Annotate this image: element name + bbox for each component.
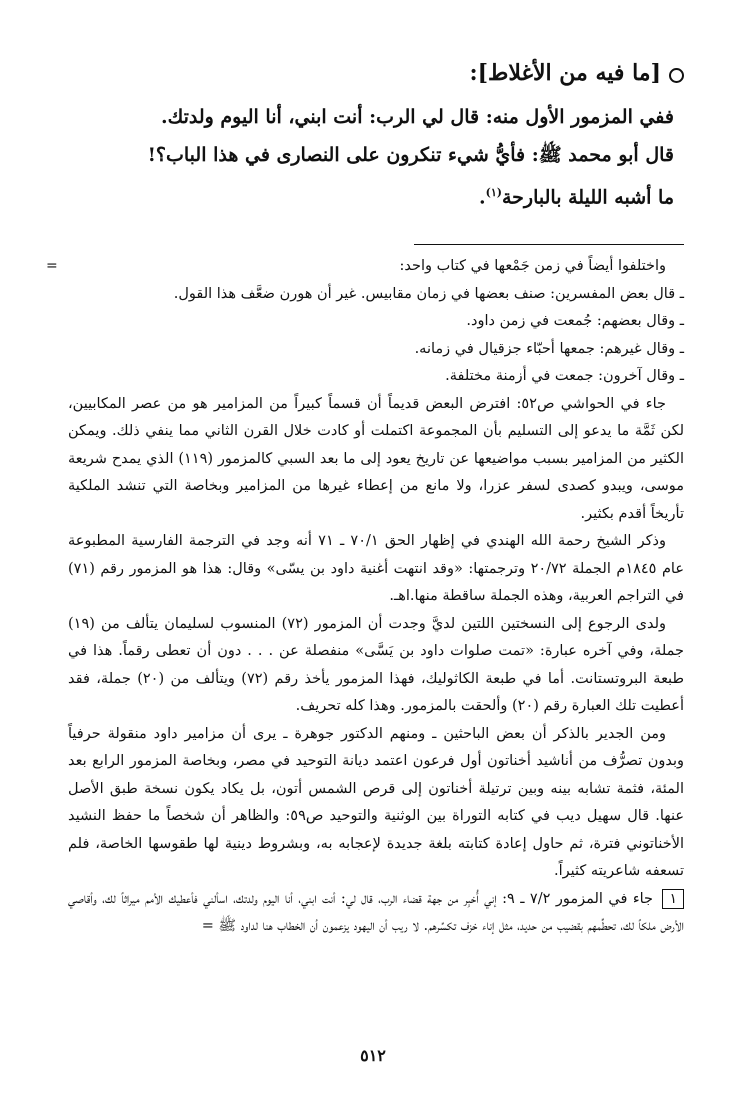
main-text-line-3 — [68, 174, 674, 216]
footnotes — [46, 253, 685, 941]
continuation-mark-start: = — [46, 258, 58, 275]
footnote-list-item: ـ وقال غيرهم: جمعها أحبّاء جزقيال في زمانه. — [414, 340, 684, 357]
main-text-line-2: قال أبو محمد ﷺ: فأيُّ شيء تنكرون على النصارى في هذا الباب؟! — [147, 144, 674, 166]
continuation-mark-end: = — [201, 918, 214, 935]
footnote-paragraph: وذكر الشيخ رحمة الله الهندي في إظهار الحق ٧٠/١ ـ ٧١ أنه وجد في الترجمة الفارسية المطبوعة عام ١٨٤٥م الجملة ٢٠/٧٢ وترجمتها: «وقد انتهت أغنية داود بن يسّى» وقال: هذا هو المزمور رقم (٧١) في التراجم العربية، وهذه الجملة ساقطة منها.اهـ. — [68, 533, 684, 605]
page-body — [46, 56, 685, 941]
main-text-line-3-end: . — [479, 186, 486, 209]
page-number: ٥١٢ — [360, 1046, 386, 1065]
footnote-paragraph: ومن الجدير بالذكر أن بعض الباحثين ـ ومنهم الدكتور جوهرة ـ يرى أن مزامير داود منقولة حرفياً وبدون تصرُّف من أناشيد أخناتون أول فرعون اعتمد ديانة التوحيد في مصر، وبخاصة المزمور الرابع بعد المئة، فثمة تشابه بينه وبين ترتيلة أخناتون إلى قرص الشمس أتون، بل يكاد يكون نسخة طبق الأصل عنها. قال سهيل ديب في كتابه التوراة بين الوثنية والتوحيد ص٥٩: والظاهر أن شخصاً ما حفظ النشيد الأخناتوني فترة، ثم حاول إعادة كتابته بلغة جديدة لإعجابه به، وبشروط دينية لها طقوسها الخاصة، فلم تسعفه شاعريته كثيراً. — [68, 725, 684, 880]
footnote-paragraph: جاء في الحواشي ص٥٢: افترض البعض قديماً أن قسماً كبيراً من المزامير هو من عصر المكابيين، لكن ثَمَّة ما يدعو إلى التسليم بأن المجموعة اكتملت أو كادت خلال القرن الثاني مما ينفي ذلك. ويمكن الكثير من المزامير بسبب مواضيعها عن تاريخ يعود إلى ما بعد السبي كالمزمور (١١٩) الذي يمدح شريعة موسى، ويبدو كصدى لسفر عزرا، ولا مانع من إعطاء غيرها من المزامير وبخاصة التي تنشد الملكية تأريخاً أقدم بكثير. — [68, 395, 685, 522]
main-text-line-3-body: ما أشبه الليلة بالبارحة — [502, 186, 674, 209]
footnote-list-item: ـ قال بعض المفسرين: صنف بعضها في زمان مقابيس. غير أن هورن ضعَّف هذا القول. — [173, 285, 684, 302]
section-heading — [68, 56, 684, 90]
footnote-list-item: ـ وقال آخرون: جمعت في أزمنة مختلفة. — [445, 368, 684, 385]
footnote-number-box: ١ — [662, 889, 684, 909]
footnote-intro: واختلفوا أيضاً في زمن جَمْعها في كتاب واحد: — [399, 258, 666, 275]
main-text-line-1: ففي المزمور الأول منه: قال لي الرب: أنت ابني، أنا اليوم ولدتك. — [160, 106, 674, 128]
footnote-list-item: ـ وقال بعضهم: جُمعت في زمن داود. — [466, 313, 684, 330]
circle-bullet-icon — [669, 68, 684, 83]
footnote-ref: (١) — [485, 186, 502, 199]
footnote-1-text: جاء في المزمور ٧/٢ ـ ٩: إني أُخبِر من جهة قضاء الرب، قال لي: أنت ابني، أنا اليوم ولدتك، اسألني فأعطيك الأمم ميراثاً لك، وأقاصي الأرض ملكاً لك، تحطِّمهم بقضيب من حديد، مثل إناء خزف تكسِّرهم. لا ريب أن اليهود يزعمون أن الخطاب هنا لداود ﷺ — [68, 890, 684, 935]
footnote-paragraph: ولدى الرجوع إلى النسختين اللتين لديَّ وجدت أن المزمور (٧٢) المنسوب لسليمان يتألف من (١٩) جملة، وفي آخره عبارة: «تمت صلوات داود بن يَسَّى» منفصلة عن . . . دون أن تعطى رقماً. هذا في طبعة البروتستانت. أما في طبعة الكاثوليك، فهذا المزمور يأخذ رقم (٧٢) ويتألف من (٢٠) جملة، فقد أعطيت تلك العبارة رقم (٢٠) وألحقت بالمزمور. وهذا كله تحريف. — [68, 615, 684, 715]
footnote-separator — [414, 244, 684, 245]
footnote-1 — [68, 886, 684, 941]
heading-text: [ما فيه من الأغلاط]: — [469, 60, 661, 86]
